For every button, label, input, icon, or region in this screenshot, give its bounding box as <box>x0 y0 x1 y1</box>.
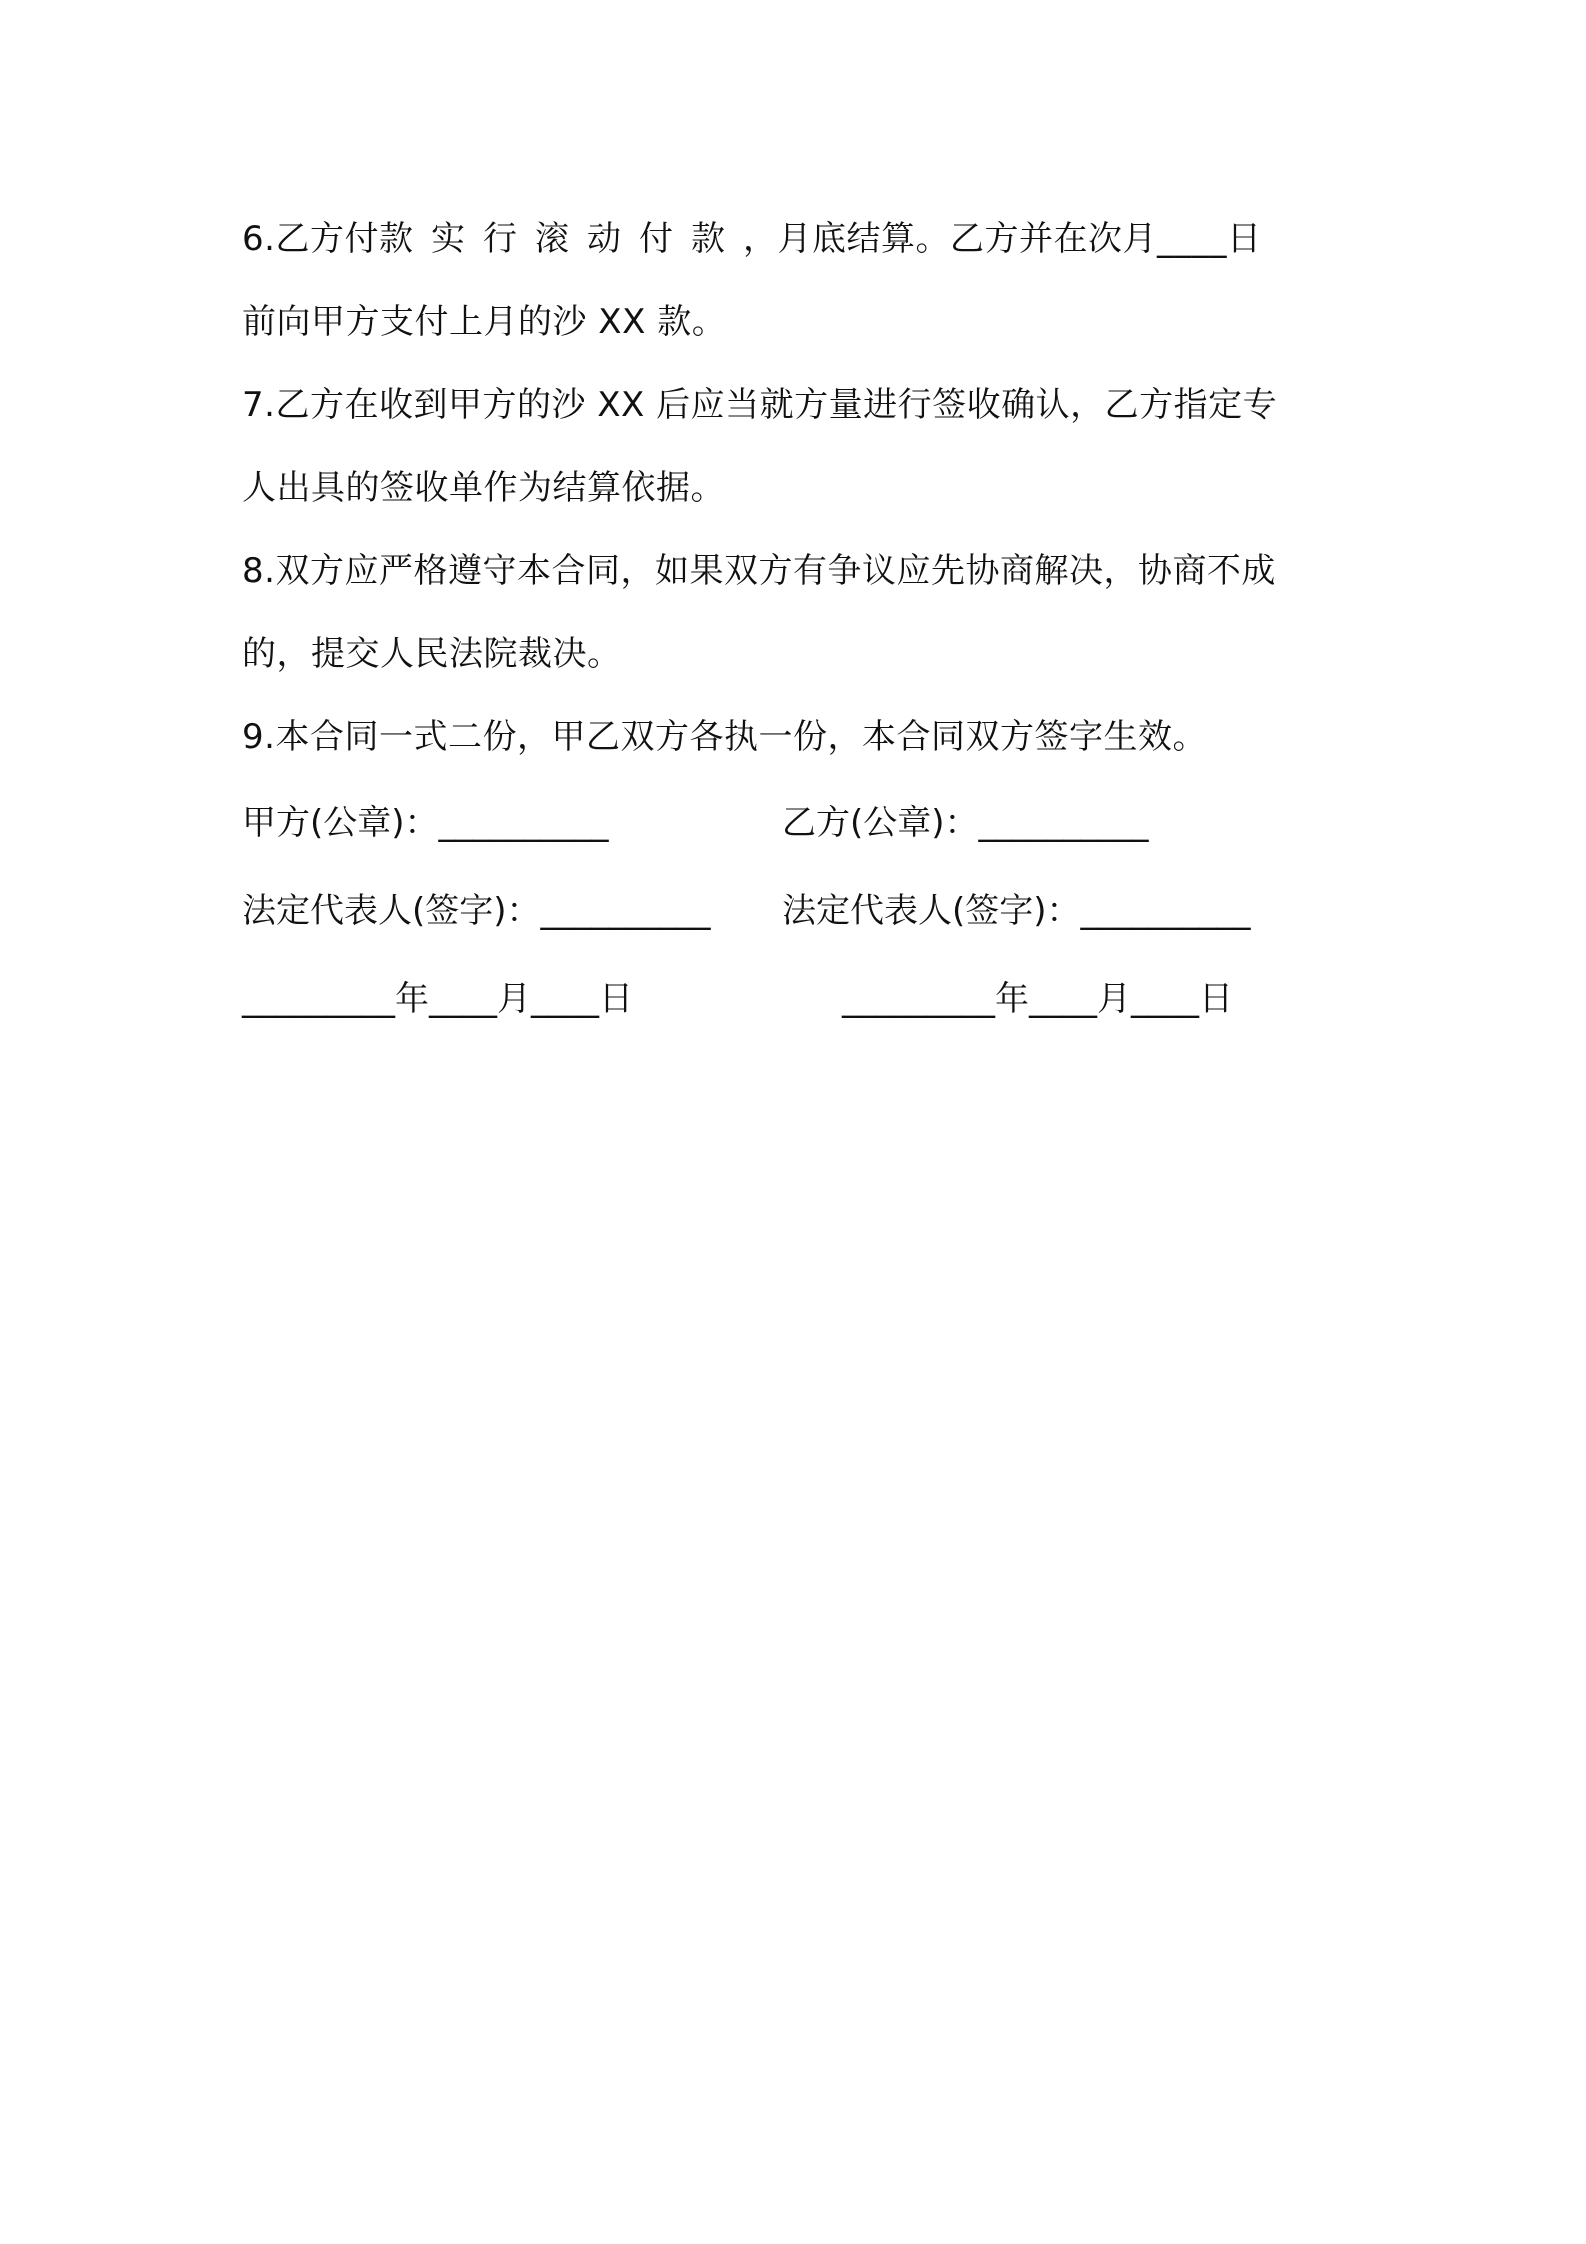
contract-body <box>242 198 1357 1043</box>
clause-9-line-1: 9.本合同一式二份，甲乙双方各执一份，本合同双方签字生效。 <box>242 717 1207 757</box>
party-a-seal: 甲方(公章)：__________ <box>242 803 609 843</box>
date-row <box>242 955 1357 1043</box>
clause-6-line-2: 前向甲方支付上月的沙 XX 款。 <box>242 302 727 342</box>
party-a-representative: 法定代表人(签字)：__________ <box>242 891 711 931</box>
clause-6-line-1 <box>242 198 1357 281</box>
clause-8-line-1: 8.双方应严格遵守本合同，如果双方有争议应先协商解决，协商不成 <box>242 551 1276 591</box>
seal-row <box>242 779 1357 867</box>
party-b-seal: 乙方(公章)：__________ <box>782 803 1149 843</box>
clause-6-spaced-text: 款实行滚动付款 <box>378 219 743 259</box>
clause-7-line-2: 人出具的签收单作为结算依据。 <box>242 468 725 508</box>
clause-8-line-2: 的，提交人民法院裁决。 <box>242 634 622 674</box>
clause-6-prefix: 6.乙方付 <box>242 219 379 259</box>
party-b-representative: 法定代表人(签字)：__________ <box>782 891 1251 931</box>
clause-7-line-1: 7.乙方在收到甲方的沙 XX 后应当就方量进行签收确认，乙方指定专 <box>242 385 1278 425</box>
party-b-date: _________年____月____日 <box>842 979 1233 1019</box>
representative-row <box>242 867 1357 955</box>
party-a-date: _________年____月____日 <box>242 979 633 1019</box>
clause-6-suffix: ，月底结算。乙方并在次月____日 <box>742 219 1262 259</box>
